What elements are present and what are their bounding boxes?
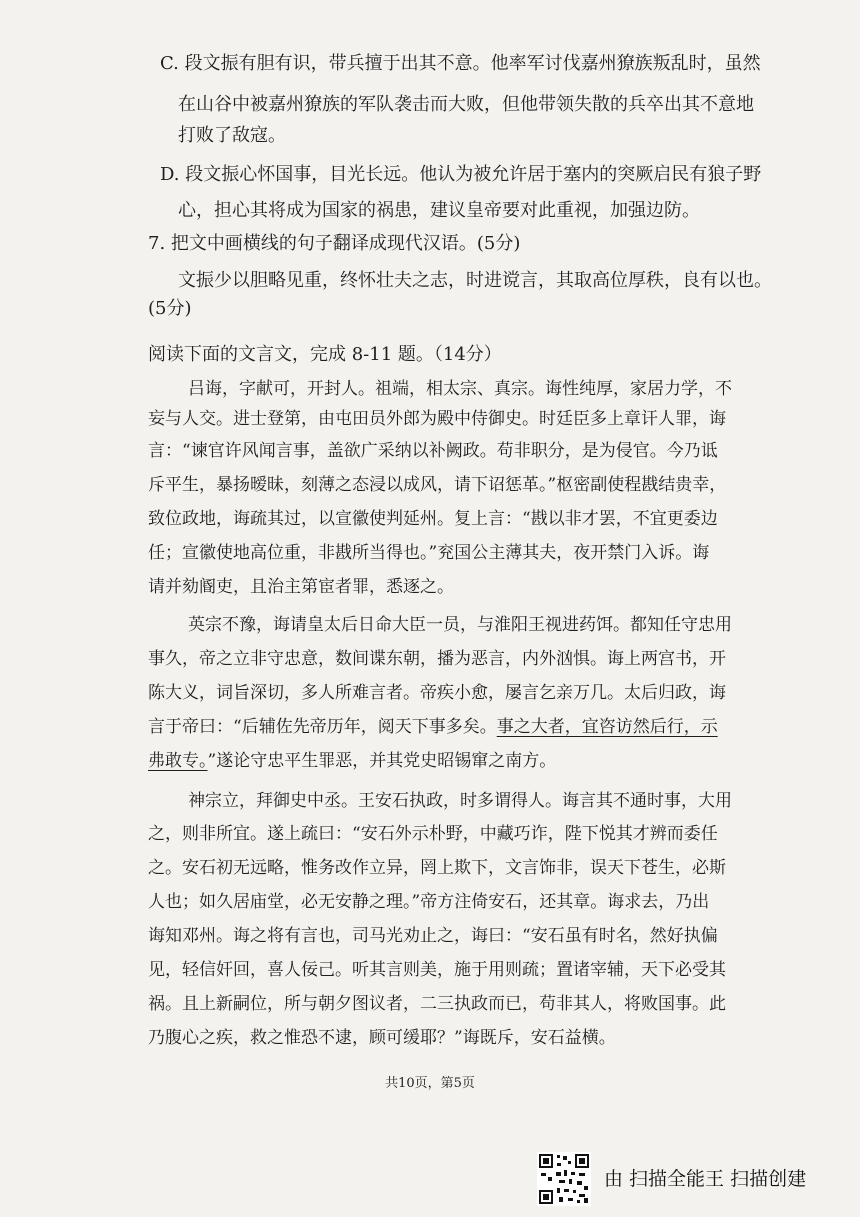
passage-line: 任；宣徽使地高位重，非戡所当得也。”兖国公主薄其夫，夜开禁门入诉。诲 bbox=[148, 543, 710, 563]
option-d-line-2: 心，担心其将成为国家的祸患，建议皇帝要对此重视，加强边防。 bbox=[178, 200, 700, 221]
question-7-title: 7. 把文中画横线的句子翻译成现代汉语。(5分) bbox=[148, 233, 521, 254]
passage-line: 神宗立，拜御史中丞。王安石执政，时多谓得人。诲言其不通时事，大用 bbox=[188, 791, 732, 811]
reading-intro: 阅读下面的文言文，完成 8-11 题。（14分） bbox=[148, 344, 502, 365]
passage-line: 之，则非所宜。遂上疏曰：“安石外示朴野，中藏巧诈，陛下悦其才辨而委任 bbox=[148, 824, 718, 844]
page-number: 共10页，第5页 bbox=[385, 1076, 475, 1091]
option-c-line-1: C. 段文振有胆有识，带兵擅于出其不意。他率军讨伐嘉州獠族叛乱时，虽然 bbox=[160, 53, 761, 74]
passage-line: 祸。且上新嗣位，所与朝夕图议者，二三执政而已，苟非其人，将败国事。此 bbox=[148, 994, 726, 1014]
passage-line: 致位政地，诲疏其过，以宣徽使判延州。复上言：“戡以非才罢，不宜更委边 bbox=[148, 509, 718, 529]
passage-line bbox=[148, 715, 718, 739]
passage-line: 诲知邓州。诲之将有言也，司马光劝止之，诲曰：“安石虽有时名，然好执偏 bbox=[148, 926, 718, 946]
scanner-watermark: 由 扫描全能王 扫描创建 bbox=[604, 1168, 807, 1190]
option-c-line-2: 在山谷中被嘉州獠族的军队袭击而大败，但他带领失散的兵卒出其不意地 bbox=[178, 94, 754, 115]
passage-line: 陈大义，词旨深切，多人所难言者。帝疾小愈，屡言乞亲万几。太后归政，诲 bbox=[148, 683, 726, 703]
qr-code-icon bbox=[537, 1152, 591, 1206]
passage-line: 事久，帝之立非守忠意，数间谍东朝，播为恶言，内外汹惧。诲上两宫书，开 bbox=[148, 649, 726, 669]
passage-line: 吕诲，字献可，开封人。祖端，相太宗、真宗。诲性纯厚，家居力学，不 bbox=[188, 379, 732, 399]
passage-line: 言：“谏官许风闻言事，盖欲广采纳以补阙政。苟非职分，是为侵官。今乃诋 bbox=[148, 441, 718, 461]
question-7-sentence: 文振少以胆略见重，终怀壮夫之志，时进谠言，其取高位厚秩，良有以也。 bbox=[178, 270, 772, 291]
passage-line: 见，轻信奸回，喜人佞己。听其言则美，施于用则疏；置诸宰辅，天下必受其 bbox=[148, 960, 726, 980]
passage-line bbox=[148, 749, 556, 773]
question-7-score: (5分) bbox=[148, 298, 192, 319]
passage-text: 言于帝曰：“后辅佐先帝历年，阅天下事多矣。 bbox=[148, 717, 497, 737]
passage-line: 乃腹心之疾，救之惟恐不逮，顾可缓耶？”诲既斥，安石益横。 bbox=[148, 1028, 616, 1048]
passage-line: 妄与人交。进士登第，由屯田员外郎为殿中侍御史。时廷臣多上章讦人罪，诲 bbox=[148, 409, 726, 429]
passage-line: 之。安石初无远略，惟务改作立异，罔上欺下，文言饰非，误天下苍生，必斯 bbox=[148, 858, 726, 878]
passage-line: 斥平生，暴扬暧昧，刻薄之态浸以成风，请下诏惩革。”枢密副使程戡结贵幸， bbox=[148, 475, 727, 495]
option-d-line-1: D. 段文振心怀国事，目光长远。他认为被允许居于塞内的突厥启民有狼子野 bbox=[160, 164, 762, 185]
option-c-line-3: 打败了敌寇。 bbox=[178, 125, 286, 146]
passage-line: 英宗不豫，诲请皇太后日命大臣一员，与淮阳王视进药饵。都知任守忠用 bbox=[188, 615, 732, 635]
passage-line: 人也；如久居庙堂，必无安静之理。”帝方注倚安石，还其章。诲求去，乃出 bbox=[148, 892, 710, 912]
passage-text: ”遂论守忠平生罪恶，并其党史昭锡窜之南方。 bbox=[207, 751, 557, 771]
underlined-sentence: 弗敢专。 bbox=[148, 751, 208, 771]
passage-line: 请并劾阍吏，且治主第宦者罪，悉逐之。 bbox=[148, 577, 454, 597]
underlined-sentence: 事之大者，宜咨访然后行，示 bbox=[496, 717, 718, 737]
